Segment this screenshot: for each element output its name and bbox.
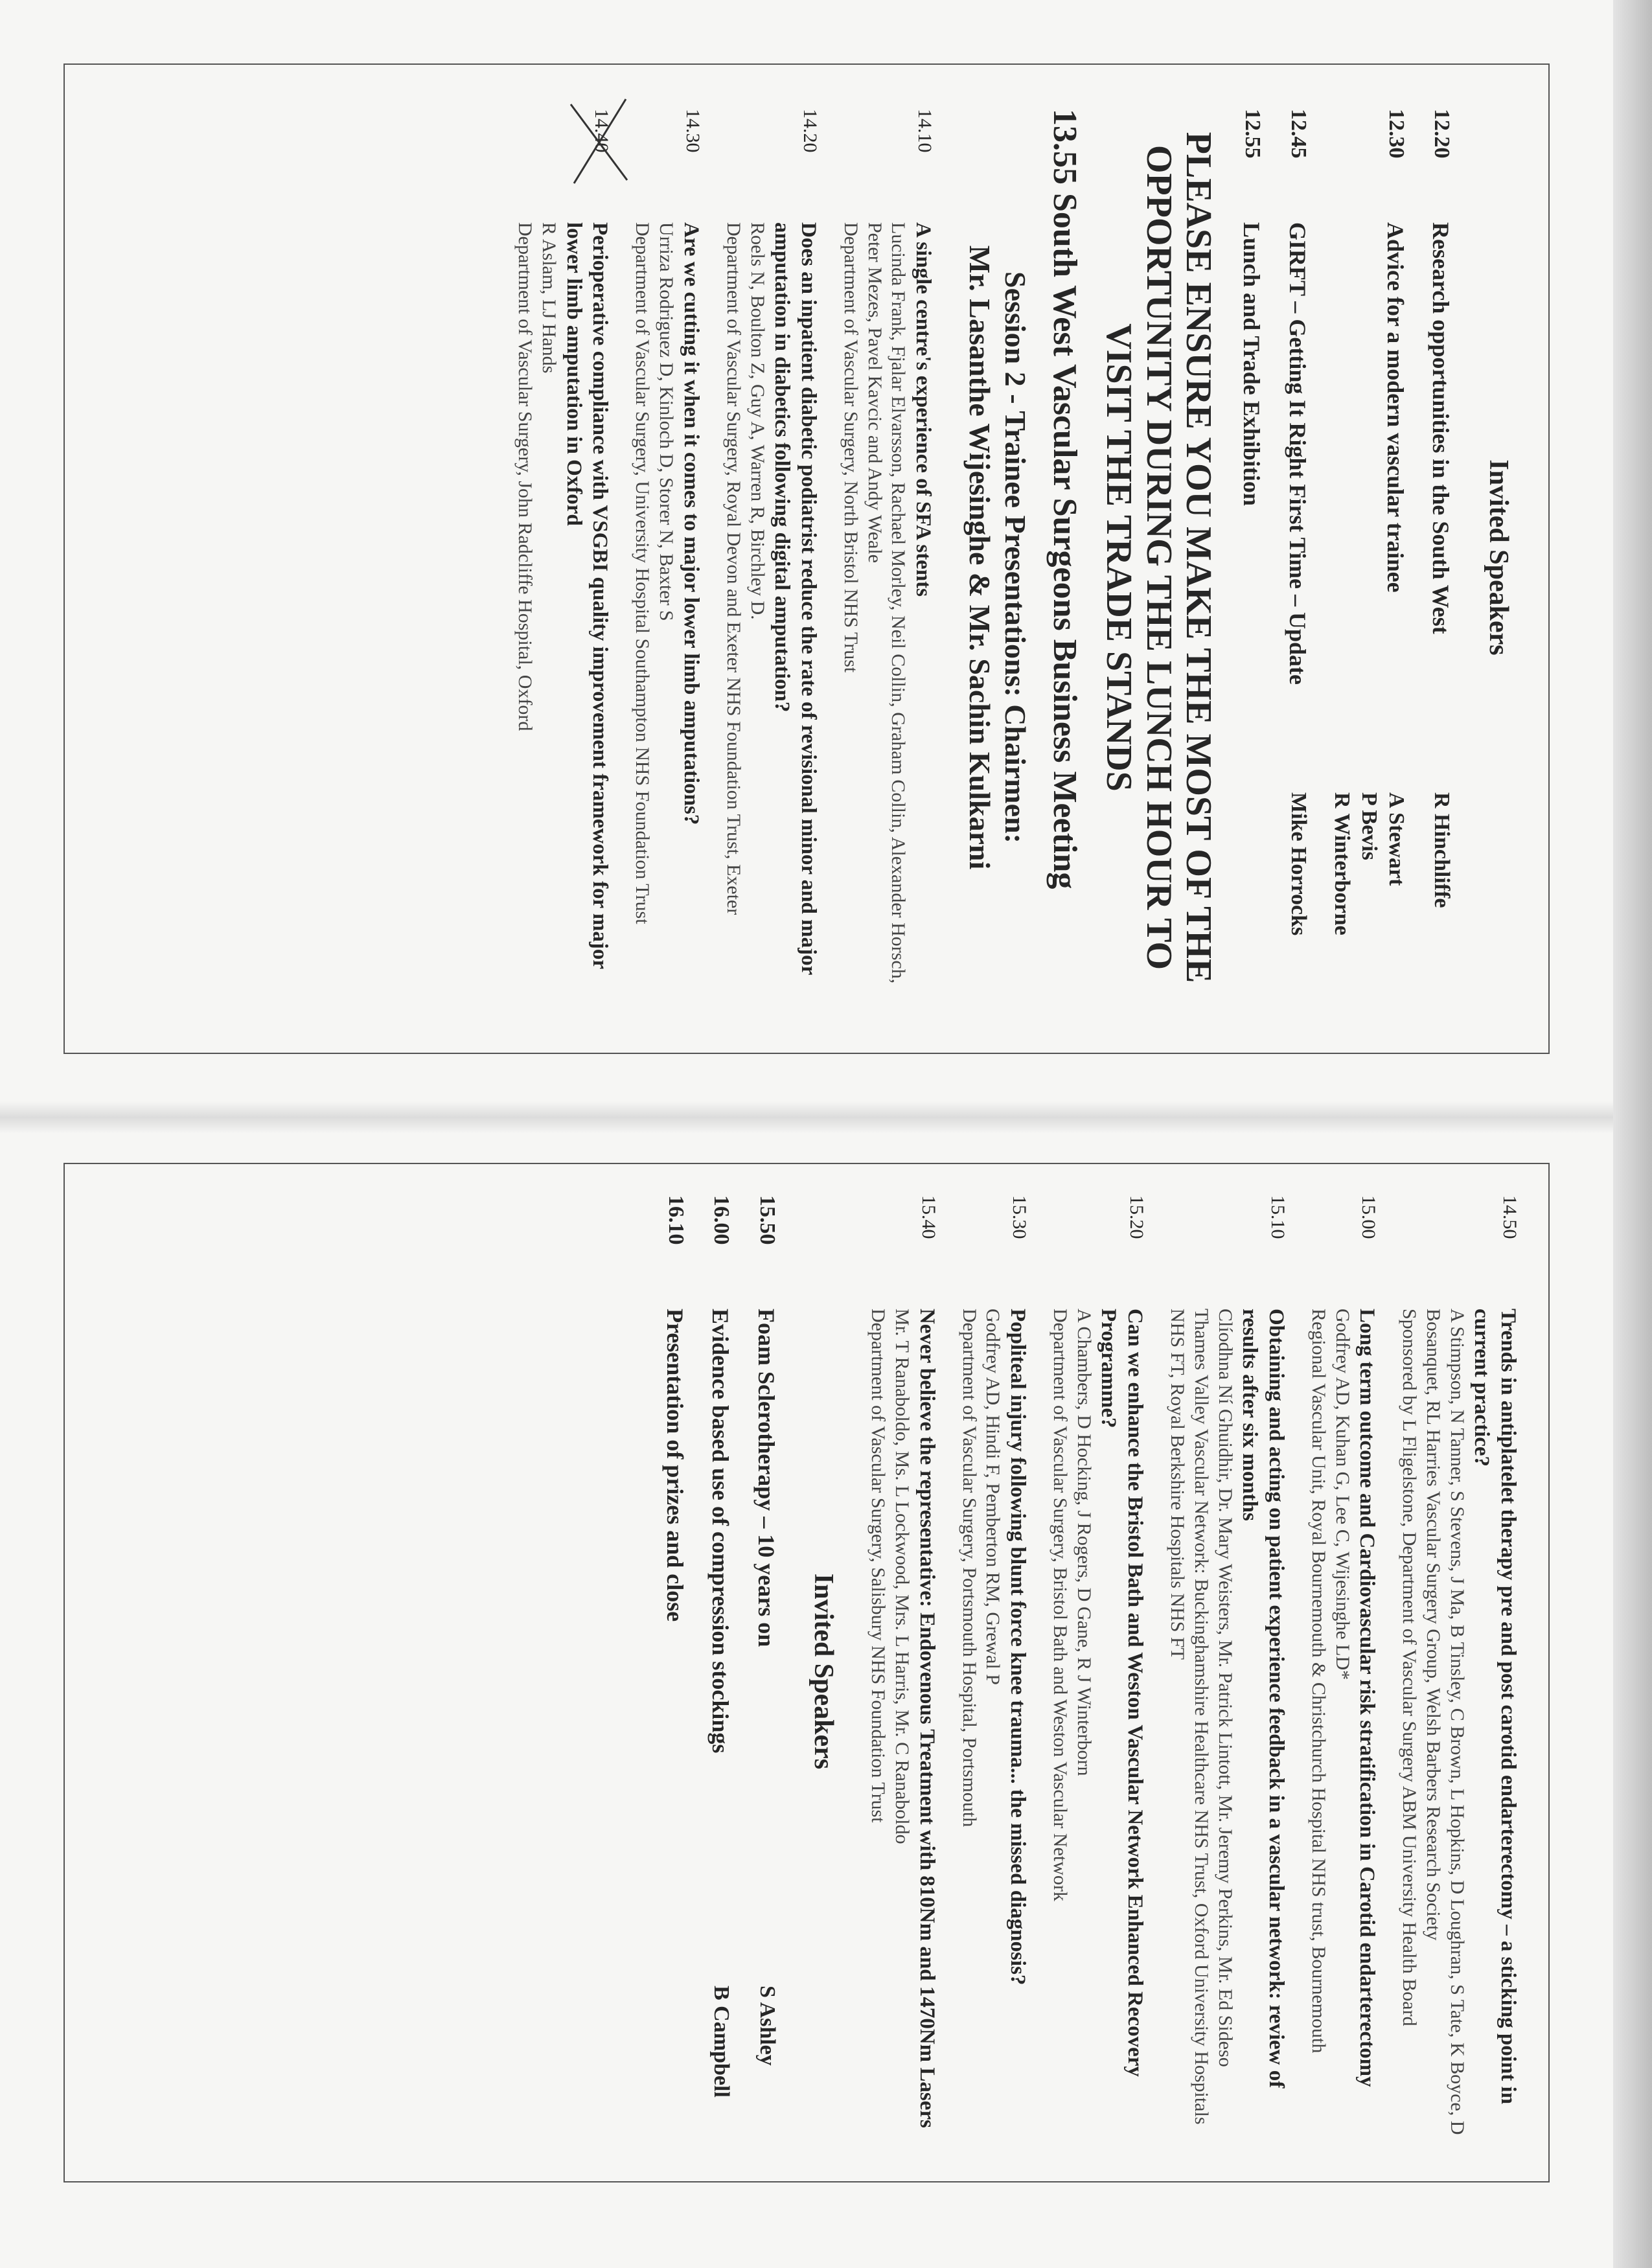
session-title: Session 2 - Trainee Presentations: Chairmen: [999,271,1033,843]
talk-title: Perioperative compliance with VSGBI quality improvement framework for major lower limb amputation in Oxford [562,222,612,969]
talk-row [1048,1195,1148,2148]
invited-title: Lunch and Trade Exhibition [1239,222,1265,506]
invited-row [751,1195,780,2148]
time: 15.00 [1358,1195,1380,1239]
talk-title: Does an inpatient diabetic podiatrist reduce the rate of revisional minor and major amputation in diabetics following digital amputation? [770,222,820,975]
talk-authors: Godfrey AD, Kuhan G, Lee C, Wijesinghe LD* [1331,1309,1353,1680]
invited-title: GIRFT – Getting It Right First Time – Update [1284,222,1311,685]
talk-title: A single centre's experience of SFA stents [912,222,935,597]
time: 15.50 [755,1195,779,1245]
time: 16.10 [664,1195,689,1245]
invited-row [661,1195,689,2148]
talk-row [721,109,821,1006]
top-page-content [63,63,1547,1051]
talk-authors: R Aslam, LJ Hands [538,222,560,374]
invited-row [1237,109,1266,1006]
talk-authors: Godfrey AD, Hindi F, Pemberton RM, Grewal P [982,1309,1004,1685]
trade-stands-banner: PLEASE ENSURE YOU MAKE THE MOST OF THE OPPORTUNITY DURING THE LUNCH HOUR TO VISIT THE TRADE STANDS [1098,132,1219,983]
speaker: B Campbell [709,1986,734,2098]
invited-row [1329,109,1410,1006]
talk-row [957,1195,1031,2148]
talk-affiliation: Department of Vascular Surgery, Bristol Bath and Weston Vascular Network [1049,1309,1071,1901]
talk-affiliation: Department of Vascular Surgery, Royal Devon and Exeter NHS Foundation Trust, Exeter [722,222,744,915]
invited-title: Presentation of prizes and close [662,1309,689,1622]
time: 16.00 [709,1195,734,1245]
talk-row [1165,1195,1289,2148]
speaker: R Hinchliffe [1430,792,1454,908]
speaker: Mike Horrocks [1286,792,1311,936]
bottom-page-content [63,1163,1547,2180]
invited-title: Foam Sclerotherapy – 10 years on [753,1309,779,1647]
invited-speakers-heading: Invited Speakers [809,1573,839,1770]
talk-authors: Lucinda Frank, Fjalar Elvarsson, Rachael Morley, Neil Collin, Graham Collin, Alexander Horsch, Peter Mezes, Pavel Kavcic and Andy Weale [864,222,910,984]
talk-authors: A Chambers, D Hocking, J Rogers, D Gane, R J Winterborn [1073,1309,1095,1776]
talk-title: Can we enhance the Bristol Bath and Weston Vascular Network Enhanced Recovery Programme? [1097,1309,1147,2077]
talk-row [513,109,614,1006]
time: 14.50 [1499,1195,1520,1239]
talk-affiliation: Department of Vascular Surgery, University Hospital Southampton NHS Foundation Trust [632,222,654,924]
talk-affiliation: Department of Vascular Surgery, Portsmouth Hospital, Portsmouth [958,1309,980,1827]
time: 14.40 [591,109,613,153]
talk-row [630,109,704,1006]
talk-title: Long term outcome and Cardiovascular risk stratification in Carotid endarterectomy [1355,1309,1379,2087]
time: 15.30 [1009,1195,1031,1239]
session-chairmen: Mr. Lasanthe Wijesinghe & Mr. Sachin Kulkarni [963,245,997,870]
invited-speakers-heading: Invited Speakers [1484,459,1513,656]
talk-authors: Mr. T Ranaboldo, Ms. L Lockwood, Mrs. L Harris, Mr. C Ranaboldo [891,1309,913,1844]
talk-authors: Clíodhna Ní Ghuidhir, Dr. Mary Weisters, Mr. Patrick Lintott, Mr. Jeremy Perkins, Mr. Ed Sideso [1214,1309,1236,2067]
business-meeting-heading: 13.55 South West Vascular Surgeons Business Meeting [1046,109,1084,889]
invited-title: Evidence based use of compression stockings [707,1309,734,1754]
talk-title: Obtaining and acting on patient experience feedback in a vascular network: review of results after six months [1238,1309,1288,2089]
time: 12.55 [1241,109,1265,159]
time-crossed-out [590,109,614,222]
time: 12.20 [1430,109,1454,159]
speaker: A Stewart P Bevis R Winterborne [1330,792,1409,935]
time: 15.40 [917,1195,939,1239]
invited-row [1283,109,1311,1006]
talk-affiliation: Department of Vascular Surgery, North Bristol NHS Trust [840,222,862,673]
talk-title: Never believe the representative: Endovenous Treatment with 810Nm and 1470Nm Lasers [915,1309,939,2128]
page-edge [1613,0,1652,2268]
talk-affiliation: Sponsored by L Fligelstone, Department of Vascular Surgery ABM University Health Board [1399,1309,1421,2026]
invited-row [706,1195,735,2148]
time: 12.45 [1286,109,1311,159]
talk-affiliation: Regional Vascular Unit, Royal Bournemouth & Christchurch Hospital NHS trust, Bournemouth [1307,1309,1329,2054]
talk-row [866,1195,939,2148]
talk-authors: A Stimpson, N Tanner, S Stevens, J Ma, B Tinsley, C Brown, L Hopkins, D Loughran, S Tate, K Boyce, D Bosanquet, RL Harries Vascular Surgery Group, Welsh Barbers Research Society [1422,1309,1468,2135]
crossed-time [590,109,614,153]
talk-row [1397,1195,1521,2148]
page-fold [0,1101,1613,1134]
time: 14.30 [682,109,704,153]
handwritten-cross-mark [568,93,632,190]
time: 14.20 [799,109,821,153]
time: 14.10 [914,109,935,153]
time: 15.20 [1125,1195,1147,1239]
session-heading [962,109,1033,1006]
invited-row [1427,109,1455,1006]
talk-authors: Urriza Rodriguez D, Kinloch D, Storer N, Baxter S [656,222,678,621]
talk-title: Popliteal injury following blunt force knee trauma... the missed diagnosis? [1006,1309,1030,1986]
talk-row [1306,1195,1380,2148]
time: 15.10 [1267,1195,1289,1239]
talk-title: Are we cutting it when it comes to major lower limb amputations? [679,222,703,825]
speaker: S Ashley [755,1986,779,2066]
talk-title: Trends in antiplatelet therapy pre and post carotid endarterectomy – a sticking point in current practice? [1470,1309,1520,2105]
talk-affiliation: Department of Vascular Surgery, Salisbury NHS Foundation Trust [867,1309,889,1823]
time: 12.30 [1384,109,1409,159]
invited-title: Advice for a modern vascular trainee [1382,222,1409,593]
talk-affiliation: Department of Vascular Surgery, John Radcliffe Hospital, Oxford [514,222,536,731]
talk-affiliation: Thames Valley Vascular Network: Buckinghamshire Healthcare NHS Trust, Oxford University Hospitals NHS FT, Royal Berkshire Hospitals NHS FT [1166,1309,1212,2125]
invited-title: Research opportunities in the South West [1428,222,1454,634]
talk-row [838,109,936,1006]
talk-authors: Roels N, Boulton Z, Guy A, Warren R, Birchley D. [746,222,768,620]
